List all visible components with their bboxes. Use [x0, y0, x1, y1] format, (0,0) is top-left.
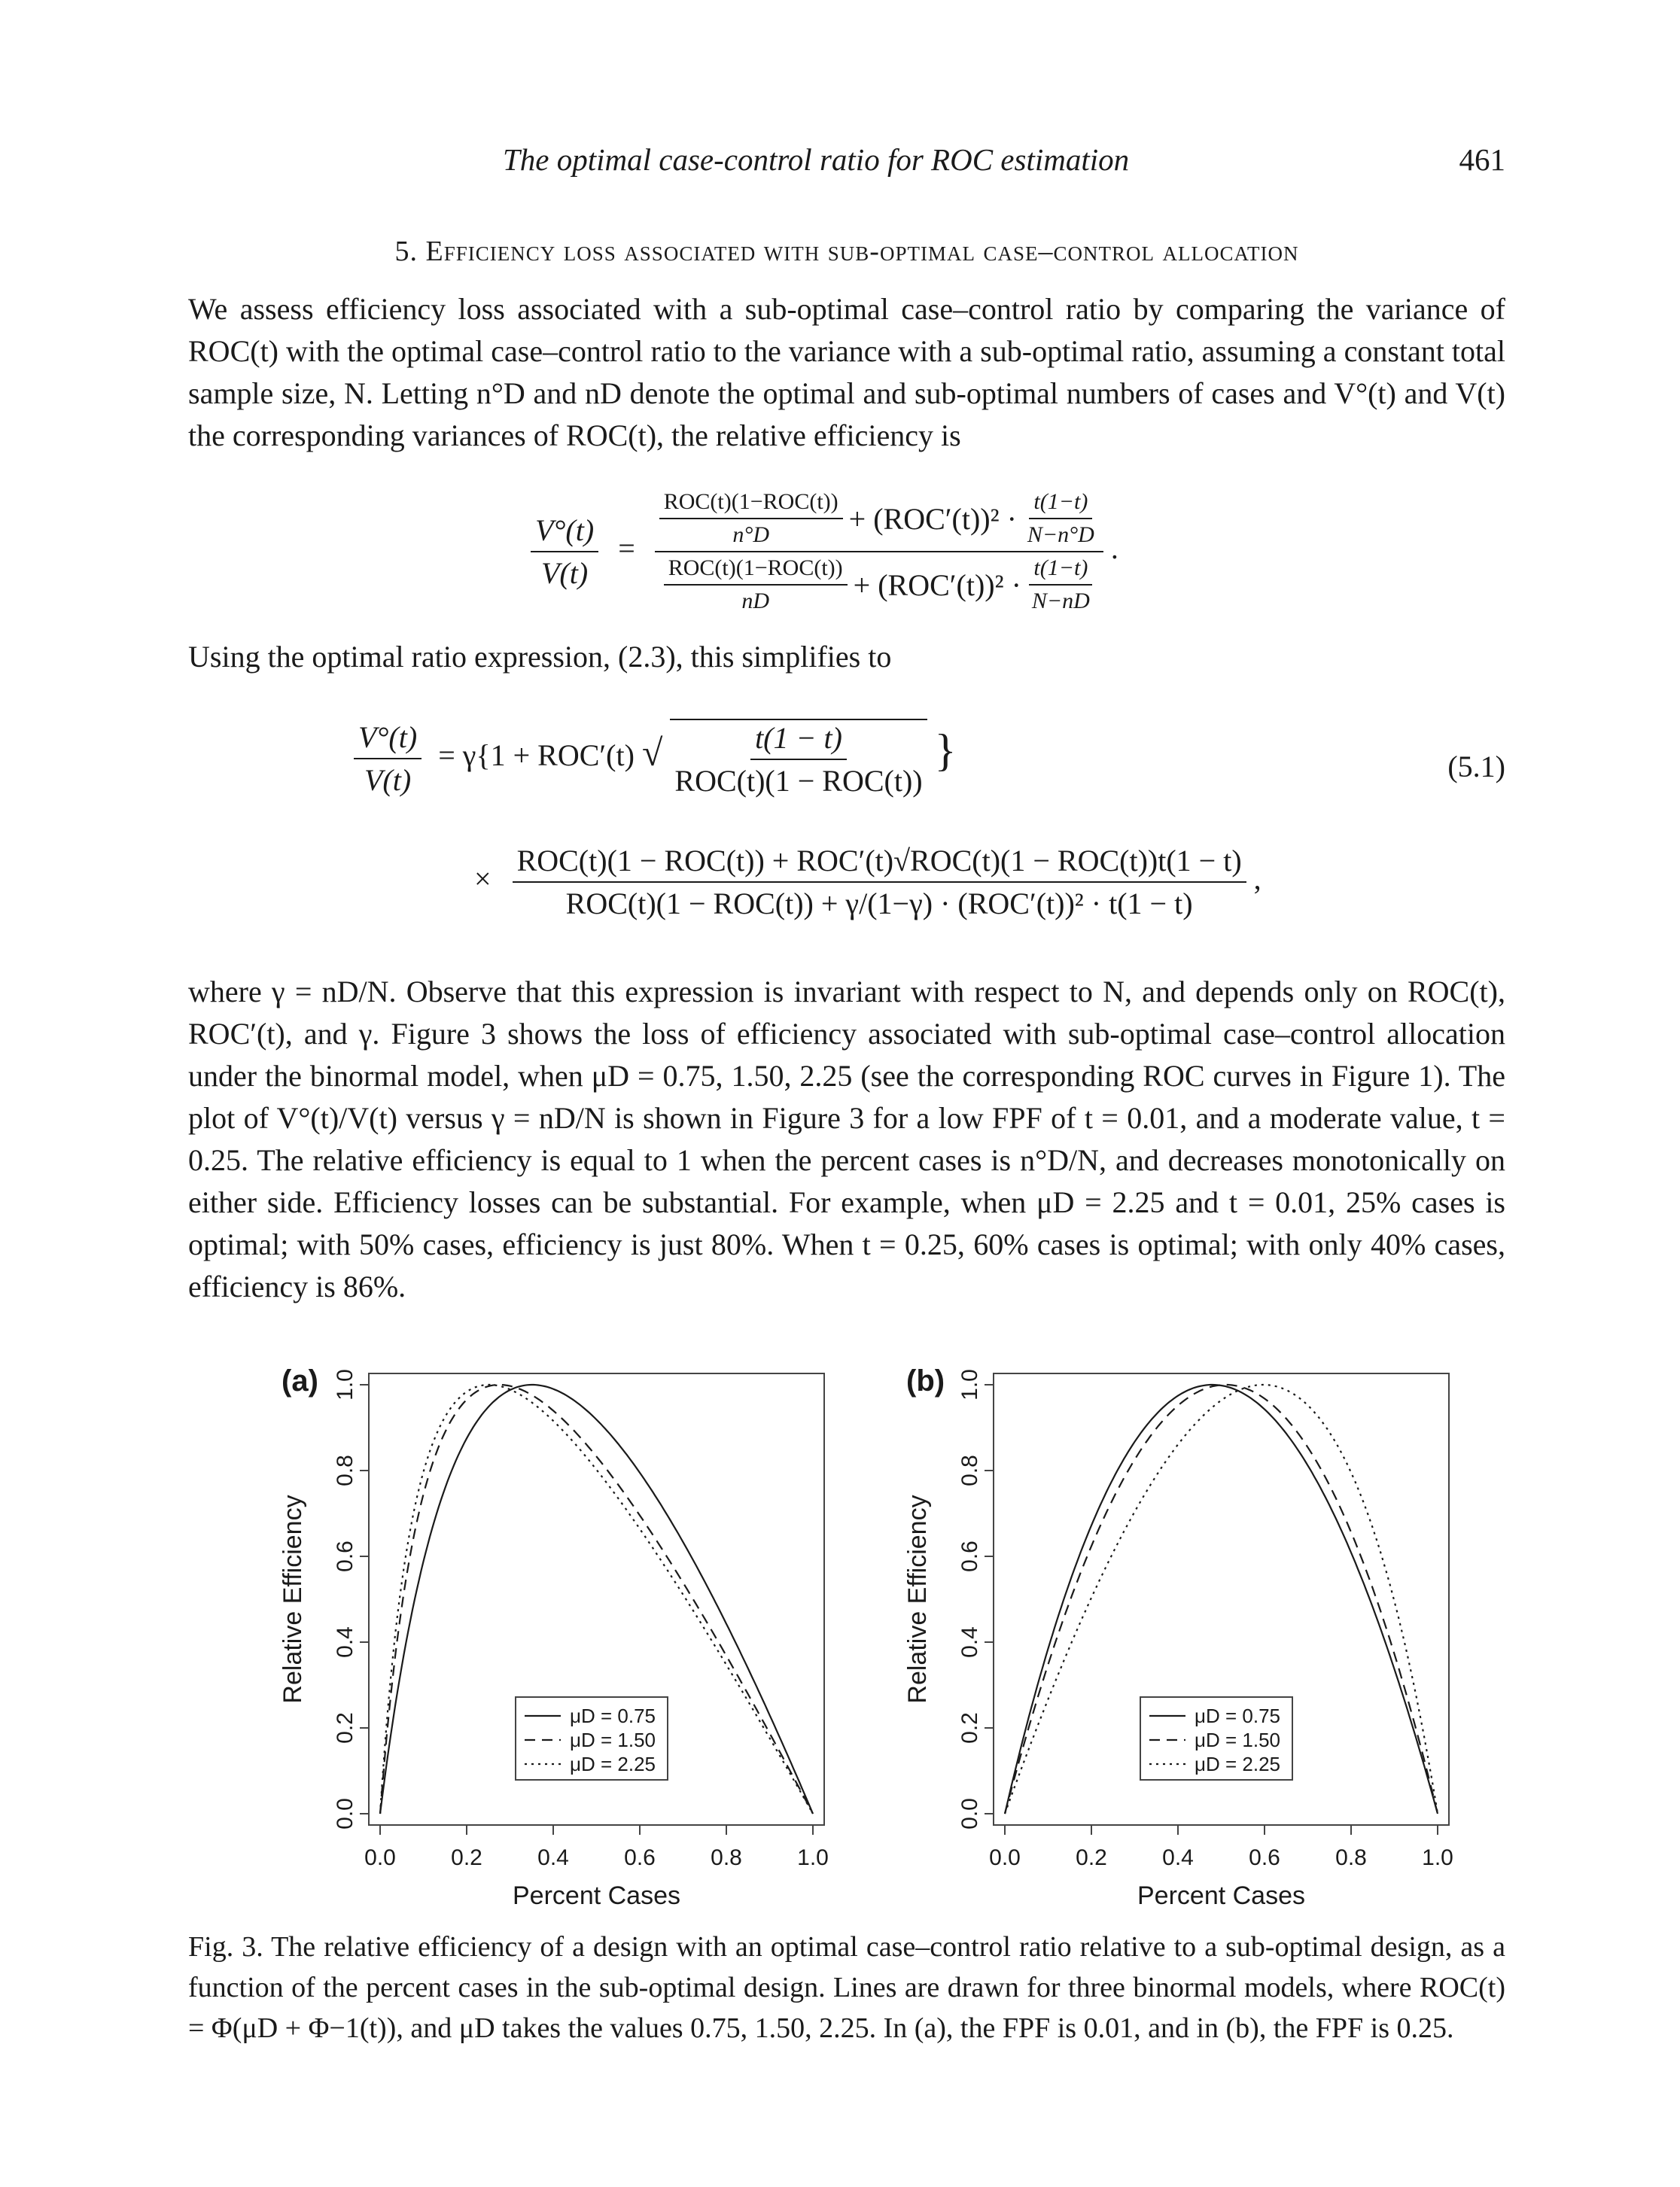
y-tick-label: 0.4 — [332, 1626, 358, 1658]
y-tick-label: 0.2 — [957, 1712, 982, 1744]
legend-label: μD = 0.75 — [1195, 1705, 1280, 1727]
figure-caption: Fig. 3. The relative efficiency of a design with an optimal case–control ratio relative to a sub-optimal design, as a function of the percent cases in the sub-optimal design. Lines are drawn for three binormal models, where ROC(t) = Φ(μD + Φ−1(t)), and μD takes the values 0.75, 1.50, 2.25. In (a), the FPF is 0.01, and in (b), the FPF is 0.25. — [188, 1931, 1505, 2044]
legend-label: μD = 2.25 — [570, 1753, 656, 1775]
section-title: Efficiency loss associated with sub-optimal case–control allocation — [425, 236, 1299, 267]
equation-5-1-line2: × $\frac{\text{ROC(t)(1 − ROC(t)) + ROC′(t)√ROC(t)(1 − ROC(t))t(1 − t)}}{\text{ROC(t)(1 − ROC(t)) + γ/(1−γ) · (ROC′(t))² · t(1 − t)}}$ , — [474, 844, 1262, 920]
y-tick-label: 0.0 — [332, 1798, 358, 1830]
x-tick-label: 0.2 — [1076, 1845, 1107, 1870]
y-tick-label: 0.4 — [957, 1626, 982, 1658]
equation-5-1: $\frac{V^\circ(t)}{V(t)}$ = γ{1 + ROC′(t) √ $\frac{t(1 - t)}{\text{ROC(t)(1 − ROC(t))}}$ } — [354, 719, 956, 798]
running-title: The optimal case-control ratio for ROC estimation — [503, 142, 1130, 177]
panel-label: (a) — [282, 1364, 318, 1398]
y-tick-label: 0.0 — [957, 1798, 982, 1830]
x-tick-label: 0.2 — [451, 1845, 482, 1870]
eq1-rhs: $\frac{\text{ROC(t)(1−ROC(t))}}{n^\circ D}$ + (ROC′(t))² · $\frac{t(1-t)}{N-n^\circ D}$ $\frac{\text{ROC(t)(1−ROC(t))}}{nD}$ + (ROC′(t))² · $\frac{t(1-t)}{N-nD}$ — [655, 489, 1103, 614]
x-tick-label: 1.0 — [1422, 1845, 1453, 1870]
paragraph-1: We assess efficiency loss associated with a sub-optimal case–control ratio by comparing the variance of ROC(t) with the optimal case–control ratio to the variance with a sub-optimal ratio, assuming a constant total sample size, N. Letting n°D and nD denote the optimal and sub-optimal numbers of cases and V°(t) and V(t) the corresponding variances of ROC(t), the relative efficiency is — [188, 292, 1505, 452]
paragraph-2: Using the optimal ratio expression, (2.3), this simplifies to — [188, 640, 892, 674]
x-axis-label: Percent Cases — [513, 1881, 680, 1910]
x-tick-label: 0.4 — [1162, 1845, 1194, 1870]
panel-b — [903, 1364, 1453, 1910]
running-header — [188, 141, 1505, 187]
legend-label: μD = 0.75 — [570, 1705, 656, 1727]
y-axis-label: Relative Efficiency — [278, 1495, 307, 1704]
legend-label: μD = 2.25 — [1195, 1753, 1280, 1775]
y-axis-label: Relative Efficiency — [903, 1495, 932, 1704]
y-tick-label: 0.6 — [332, 1541, 358, 1572]
y-tick-label: 0.8 — [332, 1455, 358, 1486]
x-axis-label: Percent Cases — [1137, 1881, 1305, 1910]
panel-label: (b) — [906, 1364, 945, 1398]
x-tick-label: 0.4 — [537, 1845, 569, 1870]
y-tick-label: 0.2 — [332, 1712, 358, 1744]
x-tick-label: 1.0 — [797, 1845, 829, 1870]
equation-relative-efficiency: $\frac{V^\circ(t)}{V(t)}$ = $\frac{\text{ROC(t)(1−ROC(t))}}{n^\circ D}$ + (ROC′(t))² · $\frac{t(1-t)}{N-n^\circ D}$ $\frac{\text{ROC(t)(1−ROC(t))}}{nD}$ + (ROC′(t))² · $\frac{t(1-t)}{N-nD}$ . — [531, 489, 1118, 614]
legend-label: μD = 1.50 — [570, 1729, 656, 1751]
paragraph-3: where γ = nD/N. Observe that this expression is invariant with respect to N, and depends only on ROC(t), ROC′(t), and γ. Figure 3 shows the loss of efficiency associated with sub-optimal case–control allocation under the binormal model, when μD = 0.75, 1.50, 2.25 (see the corresponding ROC curves in Figure 1). The plot of V°(t)/V(t) versus γ = nD/N is shown in Figure 3 for a low FPF of t = 0.01, and a moderate value, t = 0.25. The relative efficiency is equal to 1 when the percent cases is n°D/N, and decreases monotonically on either side. Efficiency losses can be substantial. For example, when μD = 2.25 and t = 0.01, 25% cases is optimal; with 50% cases, efficiency is just 80%. When t = 0.25, 60% cases is optimal; with only 40% cases, efficiency is 86%. — [188, 975, 1505, 1303]
x-tick-label: 0.6 — [1249, 1845, 1280, 1870]
equation-number: (5.1) — [1447, 750, 1505, 783]
legend-label: μD = 1.50 — [1195, 1729, 1280, 1751]
eq2-sqrt-frac: $\frac{t(1 - t)}{\text{ROC(t)(1 − ROC(t))}}$ — [670, 719, 927, 798]
section-number: 5. — [394, 236, 418, 267]
panel-a — [278, 1364, 829, 1910]
x-tick-label: 0.0 — [989, 1845, 1021, 1870]
x-tick-label: 0.6 — [624, 1845, 656, 1870]
y-tick-label: 1.0 — [332, 1369, 358, 1401]
y-tick-label: 0.8 — [957, 1455, 982, 1486]
figure-3 — [271, 1347, 1596, 1919]
page-number: 461 — [1459, 142, 1505, 177]
x-tick-label: 0.8 — [711, 1845, 742, 1870]
x-tick-label: 0.0 — [364, 1845, 396, 1870]
eq2-lhs: $\frac{V^\circ(t)}{V(t)}$ — [354, 719, 422, 798]
y-tick-label: 0.6 — [957, 1541, 982, 1572]
y-tick-label: 1.0 — [957, 1369, 982, 1401]
x-tick-label: 0.8 — [1335, 1845, 1367, 1870]
section-heading — [188, 235, 1505, 268]
eq1-lhs: $\frac{V^\circ(t)}{V(t)}$ — [531, 513, 598, 591]
